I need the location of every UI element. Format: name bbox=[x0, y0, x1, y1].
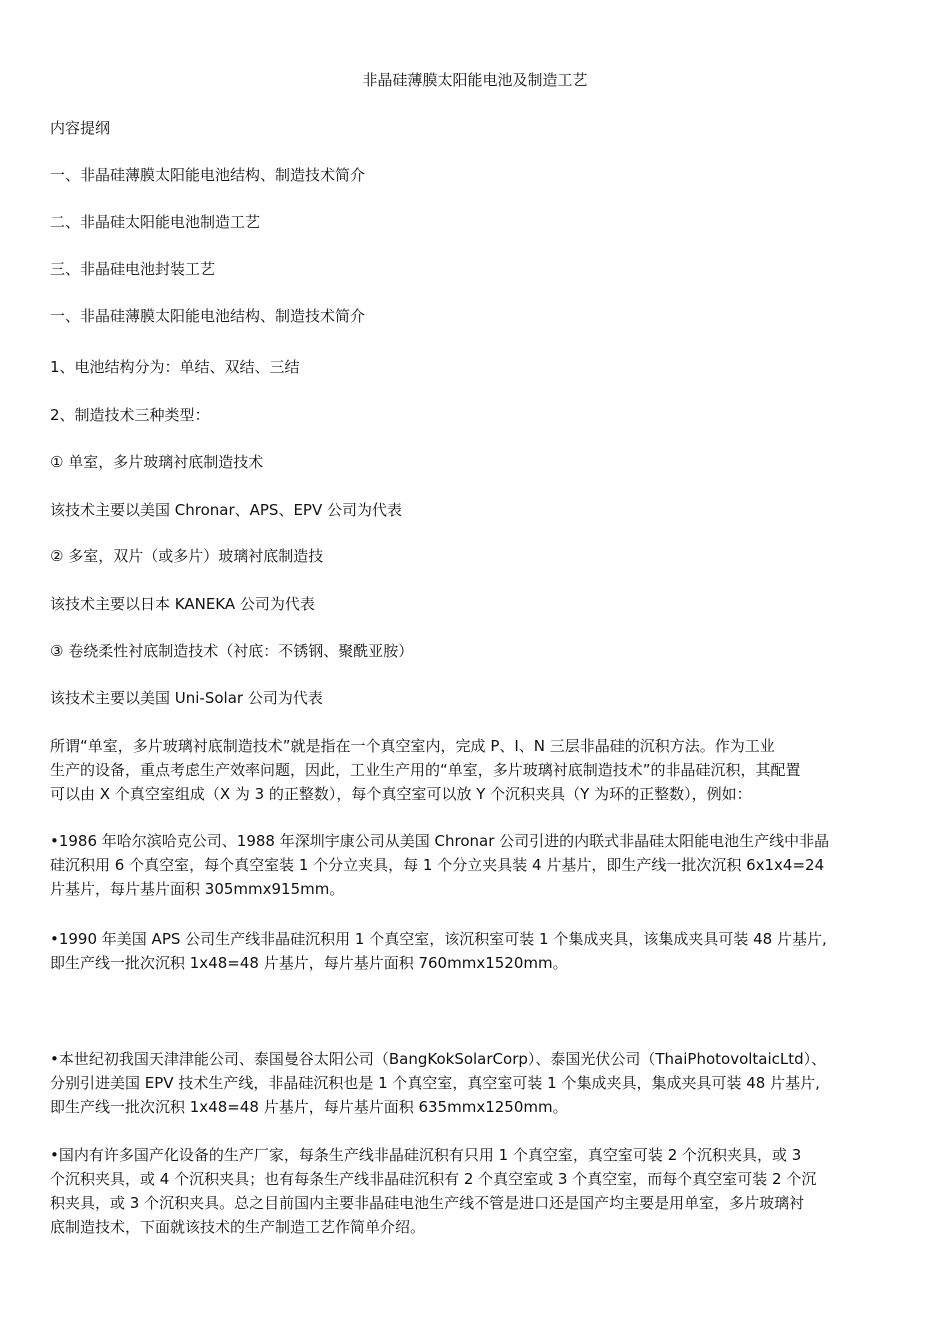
list-item-tech-types: 2、制造技术三种类型： bbox=[50, 406, 210, 424]
tech-type-3: ③ 卷绕柔性衬底制造技术（衬底：不锈钢、聚酰亚胺） bbox=[50, 642, 414, 660]
document-title: 非晶硅薄膜太阳能电池及制造工艺 bbox=[362, 71, 588, 89]
outline-item-1: 一、非晶硅薄膜太阳能电池结构、制造技术简介 bbox=[50, 166, 366, 184]
bullet-2-line-2: 即生产线一批次沉积 1x48=48 片基片，每片基片面积 760mmx1520mm。 bbox=[50, 954, 568, 972]
bullet-paragraph-2 bbox=[50, 927, 905, 975]
intro-line-1: 所谓“单室，多片玻璃衬底制造技术”就是指在一个真空室内，完成 P、I、N 三层非晶硅的沉积方法。作为工业 bbox=[50, 737, 775, 755]
bullet-3-line-3: 即生产线一批次沉积 1x48=48 片基片，每片基片面积 635mmx1250mm。 bbox=[50, 1098, 568, 1116]
bullet-4-line-2: 个沉积夹具，或 4 个沉积夹具；也有每条生产线非晶硅沉积有 2 个真空室或 3 个真空室，而每个真空室可装 2 个沉 bbox=[50, 1170, 817, 1188]
intro-paragraph bbox=[50, 734, 905, 806]
bullet-paragraph-3 bbox=[50, 1047, 905, 1119]
list-item-structure: 1、电池结构分为：单结、双结、三结 bbox=[50, 358, 300, 376]
tech-type-3-note: 该技术主要以美国 Uni-Solar 公司为代表 bbox=[50, 689, 323, 707]
tech-type-1: ① 单室，多片玻璃衬底制造技术 bbox=[50, 453, 264, 471]
intro-line-3: 可以由 X 个真空室组成（X 为 3 的正整数），每个真空室可以放 Y 个沉积夹具（Y 为环的正整数），例如： bbox=[50, 785, 752, 803]
bullet-2-line-1: •1990 年美国 APS 公司生产线非晶硅沉积用 1 个真空室，该沉积室可装 1 个集成夹具，该集成夹具可装 48 片基片, bbox=[50, 930, 827, 948]
bullet-1-line-1: •1986 年哈尔滨哈克公司、1988 年深圳宇康公司从美国 Chronar 公司引进的内联式非晶硅太阳能电池生产线中非晶 bbox=[50, 832, 830, 850]
section-heading: 一、非晶硅薄膜太阳能电池结构、制造技术简介 bbox=[50, 307, 366, 325]
bullet-3-line-1: •本世纪初我国天津津能公司、泰国曼谷太阳公司（BangKokSolarCorp）、泰国光伏公司（ThaiPhotovoltaicLtd）、 bbox=[50, 1050, 827, 1068]
bullet-1-line-2: 硅沉积用 6 个真空室，每个真空室装 1 个分立夹具，每 1 个分立夹具装 4 片基片，即生产线一批次沉积 6x1x4=24 bbox=[50, 856, 825, 874]
tech-type-1-note: 该技术主要以美国 Chronar、APS、EPV 公司为代表 bbox=[50, 501, 403, 519]
bullet-1-line-3: 片基片，每片基片面积 305mmx915mm。 bbox=[50, 880, 345, 898]
bullet-paragraph-1 bbox=[50, 829, 905, 901]
intro-line-2: 生产的设备，重点考虑生产效率问题，因此，工业生产用的“单室，多片玻璃衬底制造技术”的非晶硅沉积，其配置 bbox=[50, 761, 801, 779]
bullet-4-line-3: 积夹具，或 3 个沉积夹具。总之目前国内主要非晶硅电池生产线不管是进口还是国产均主要是用单室，多片玻璃衬 bbox=[50, 1194, 805, 1212]
tech-type-2-note: 该技术主要以日本 KANEKA 公司为代表 bbox=[50, 595, 315, 613]
outline-item-3: 三、非晶硅电池封装工艺 bbox=[50, 260, 216, 278]
outline-item-2: 二、非晶硅太阳能电池制造工艺 bbox=[50, 213, 261, 231]
outline-heading: 内容提纲 bbox=[50, 119, 111, 137]
tech-type-2: ② 多室，双片（或多片）玻璃衬底制造技 bbox=[50, 547, 324, 565]
bullet-4-line-1: •国内有许多国产化设备的生产厂家，每条生产线非晶硅沉积有只用 1 个真空室，真空室可装 2 个沉积夹具，或 3 bbox=[50, 1146, 802, 1164]
bullet-paragraph-4 bbox=[50, 1143, 905, 1239]
bullet-4-line-4: 底制造技术，下面就该技术的生产制造工艺作简单介绍。 bbox=[50, 1218, 426, 1236]
bullet-3-line-2: 分别引进美国 EPV 技术生产线，非晶硅沉积也是 1 个真空室，真空室可装 1 个集成夹具，集成夹具可装 48 片基片, bbox=[50, 1074, 820, 1092]
